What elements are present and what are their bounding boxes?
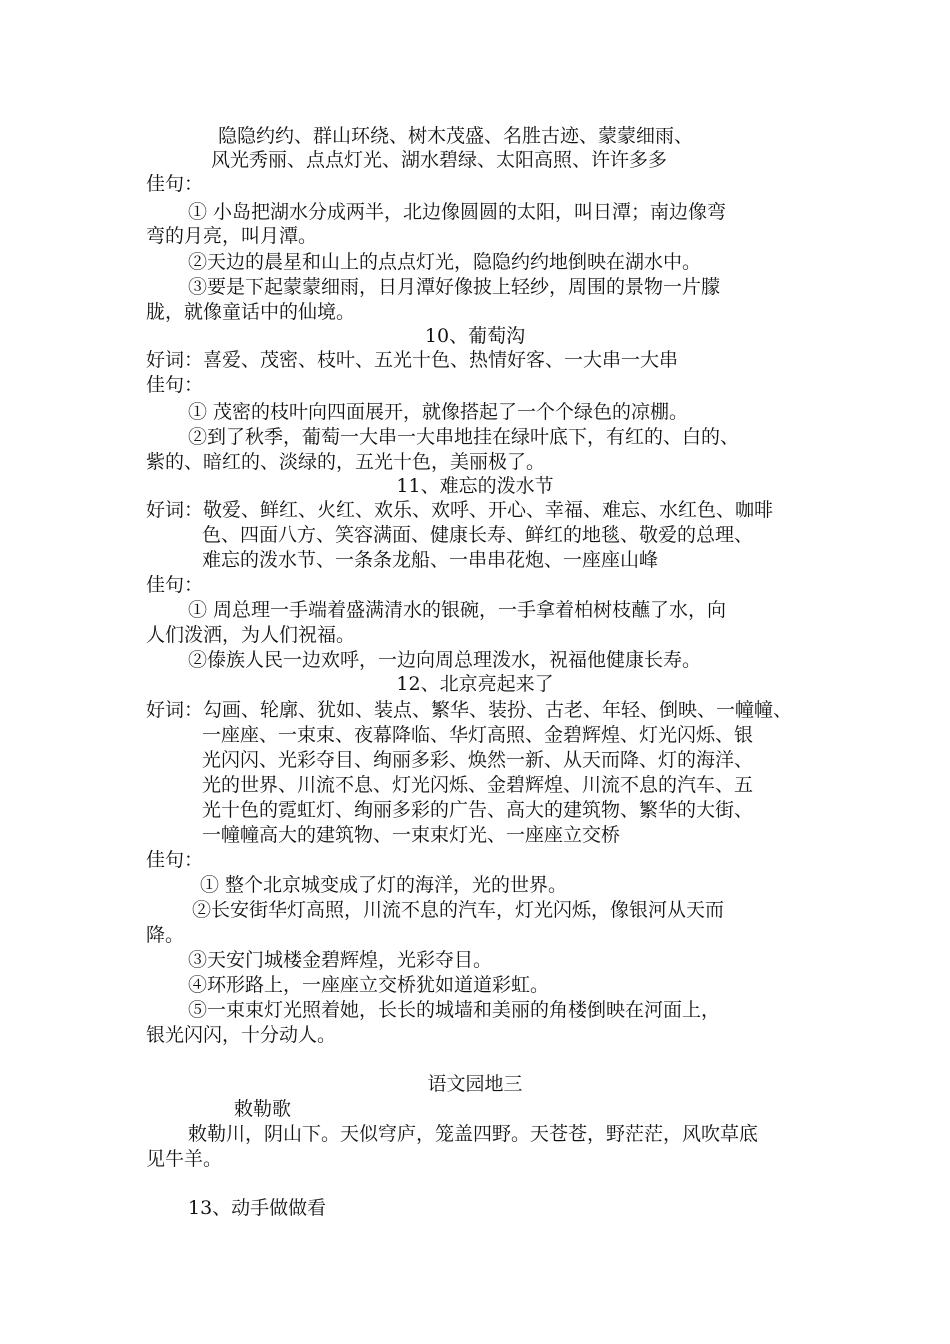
section-title: 12、北京亮起来了: [396, 673, 554, 695]
poem-title: 敕勒歌: [234, 1098, 292, 1120]
sentence-line: ③天安门城楼金碧辉煌，光彩夺目。: [188, 949, 493, 971]
sentence-line: ②傣族人民一边欢呼，一边向周总理泼水，祝福他健康长寿。: [188, 649, 702, 671]
words-line: 光闪闪、光彩夺目、绚丽多彩、焕然一新、从天而降、灯的海洋、: [202, 749, 754, 771]
sentence-line: 银光闪闪，十分动人。: [146, 1024, 337, 1046]
sentence-line: ① 整个北京城变成了灯的海洋，光的世界。: [200, 874, 568, 896]
words-line: 好词：喜爱、茂密、枝叶、五光十色、热情好客、一大串一大串: [146, 349, 679, 371]
sentence-line: ②天边的晨星和山上的点点灯光，隐隐约约地倒映在湖水中。: [188, 251, 702, 273]
sentence-line: ① 小岛把湖水分成两半，北边像圆圆的太阳，叫日潭；南边像弯: [188, 201, 727, 223]
sentence-line: ① 茂密的枝叶向四面展开，就像搭起了一个个绿色的凉棚。: [188, 401, 689, 423]
sentence-line: ②到了秋季，葡萄一大串一大串地挂在绿叶底下，有红的、白的、: [188, 426, 740, 448]
words-line: 一幢幢高大的建筑物、一束束灯光、一座座立交桥: [202, 824, 621, 846]
sentence-line: 降。: [146, 924, 185, 946]
words-line: 风光秀丽、点点灯光、湖水碧绿、太阳高照、许许多多: [211, 149, 668, 171]
sentence-line: 人们泼洒，为人们祝福。: [146, 624, 356, 646]
section-title: 13、动手做做看: [188, 1197, 327, 1219]
sentences-label: 佳句：: [146, 173, 204, 195]
poem-line: 见牛羊。: [146, 1148, 223, 1170]
section-title: 11、难忘的泼水节: [396, 475, 554, 497]
sentences-label: 佳句：: [146, 849, 204, 871]
section-title: 语文园地三: [427, 1073, 523, 1095]
words-line: 难忘的泼水节、一条条龙船、一串串花炮、一座座山峰: [202, 549, 659, 571]
section-title: 10、葡萄沟: [424, 325, 526, 347]
sentence-line: 紫的、暗红的、淡绿的，五光十色，美丽极了。: [146, 451, 546, 473]
poem-line: 敕勒川，阴山下。天似穹庐，笼盖四野。天苍苍，野茫茫，风吹草底: [188, 1123, 759, 1145]
sentence-line: ②长安街华灯高照，川流不息的汽车，灯光闪烁，像银河从天而: [192, 899, 725, 921]
sentence-line: ④环形路上，一座座立交桥犹如道道彩虹。: [188, 974, 550, 996]
words-line: 光十色的霓虹灯、绚丽多彩的广告、高大的建筑物、繁华的大街、: [202, 799, 754, 821]
sentence-line: ⑤一束束灯光照着她，长长的城墙和美丽的角楼倒映在河面上，: [188, 999, 721, 1021]
sentence-line: ③要是下起蒙蒙细雨，日月潭好像披上轻纱，周围的景物一片朦: [188, 276, 721, 298]
words-line: 色、四面八方、笑容满面、健康长寿、鲜红的地毯、敬爱的总理、: [202, 524, 754, 546]
sentence-line: 胧，就像童话中的仙境。: [146, 301, 356, 323]
sentence-line: ① 周总理一手端着盛满清水的银碗，一手拿着柏树枝蘸了水，向: [188, 599, 727, 621]
words-line: 好词：勾画、轮廓、犹如、装点、繁华、装扮、古老、年轻、倒映、一幢幢、: [146, 699, 793, 721]
sentences-label: 佳句：: [146, 574, 204, 596]
words-line: 光的世界、川流不息、灯光闪烁、金碧辉煌、川流不息的汽车、五: [202, 774, 754, 796]
words-line: 一座座、一束束、夜幕降临、华灯高照、金碧辉煌、灯光闪烁、银: [202, 724, 754, 746]
sentence-line: 弯的月亮，叫月潭。: [146, 225, 318, 247]
sentences-label: 佳句：: [146, 374, 204, 396]
words-line: 隐隐约约、群山环绕、树木茂盛、名胜古迹、蒙蒙细雨、: [218, 125, 694, 147]
words-line: 好词：敬爱、鲜红、火红、欢乐、欢呼、开心、幸福、难忘、水红色、咖啡: [146, 499, 774, 521]
